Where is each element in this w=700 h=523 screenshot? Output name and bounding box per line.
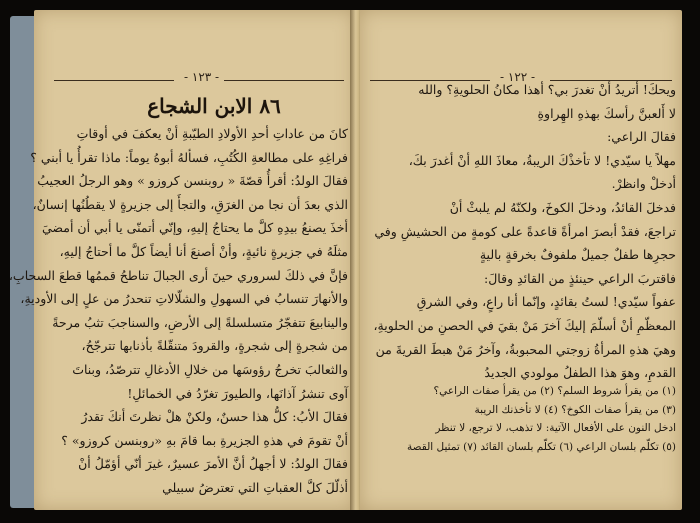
text-line: والثعالبَ تخرجُ رؤوسَها من خلالِ الأدغالِ تترصّدُ، وبناتَ	[72, 361, 348, 377]
text-line: أدخلْ وانظرْ.	[611, 176, 676, 192]
rule-left-b	[224, 80, 344, 81]
text-line: ويحكَ! أتريدُ أنْ تغدرَ بي؟ أهذا مكانُ الحلويةِ؟ والله	[418, 82, 676, 97]
text-line: والأنهارَ تنسابُ في السهولِ والشلّالاتِ تنحدرُ من علٍ إلى الأوديةِ،	[20, 291, 348, 307]
open-book	[10, 8, 690, 516]
text-line: آوى تنشرُ آذانَها، والطيورَ تغرّدُ في الخمائلِ!	[127, 385, 348, 401]
text-line: القدمِ، وهوَ هذا الطفلُ مولودي الجديدُ	[484, 365, 676, 381]
right-page	[360, 10, 682, 510]
page-number-right: - ١٢٢ -	[500, 70, 536, 84]
rule-left-a	[54, 80, 174, 81]
page-number-left: - ١٢٣ -	[184, 70, 220, 84]
text-line: حجرِها طفلٌ جميلٌ ملفوفٌ بخرقةٍ باليةٍ	[479, 247, 676, 263]
exercises-block	[376, 382, 676, 456]
text-line: فدخلَ القائدُ، ودخلَ الكوخَ، ولكنّهُ لم يلبثْ أنْ	[449, 199, 676, 215]
text-line: فراغِهِ على مطالعةِ الكُتُبِ، فسألهُ أبوهُ يوماً: ماذا تقرأُ يا أبني ؟	[30, 149, 348, 165]
text-line: كانَ من عاداتِ أحدِ الأولادِ الطيّبةِ أنْ يعكفَ في أوقاتِ	[76, 126, 348, 141]
text-line: أذلّلَ كلَّ العقباتِ التي تعترضُ سبيلي	[162, 479, 348, 495]
text-line: من شجرةٍ إلى شجرةٍ، والقرودَ متنقّلةً بأذنابها تترجّحُ،	[81, 338, 348, 354]
left-body-text	[8, 122, 348, 500]
exercise-line: ادخل النون على الأفعال الآتية: لا تذهب، لا ترجع، لا تنظر	[435, 422, 676, 434]
text-line: فقالَ الولدُ: لا أجهلُ أنَّ الأمرَ عسيرٌ، غيرَ أنّي أؤمّلُ أنْ	[78, 456, 348, 472]
text-line: مثلَهُ في جزيرةٍ نائيةٍ، وأنْ أصنعَ أنا أيضاً كلَّ ما أحتاجُ إليهِ،	[59, 243, 348, 259]
text-line: لا أَلعبنَّ رأسكَ بهذهِ الهِراوةِ	[537, 105, 676, 121]
text-line: فقالَ الأبُ: كلُّ هذا حسنٌ، ولكنْ هلْ نظرتَ أنكَ تقدرُ	[81, 409, 348, 425]
book-edge	[10, 16, 36, 508]
text-line: فقالَ الراعي:	[607, 129, 676, 145]
text-line: أنْ تقومَ في هذهِ الجزيرةِ بما قامَ بهِ «روبنسن كروزو» ؟	[61, 432, 348, 448]
text-line: المعظّمِ أنْ أسلّمَ إليكَ آخرَ مَنْ بقيَ في الحصنِ من الحلويةِ،	[373, 317, 676, 333]
exercise-line: (٥) تكلّم بلسان الراعي (٦) تكلّم بلسان القائد (٧) تمثيل القصة	[407, 440, 676, 453]
text-line: والينابيعَ تتفجّرُ متسلسلةً إلى الأرضِ، والسناجبَ تثبُ مرحةً	[52, 314, 348, 330]
text-line: فقالَ الولدُ: أقرأُ قصّةَ « روبنسن كروزو » وهو الرجلُ العجيبُ	[37, 173, 348, 189]
text-line: تراجعَ، فقدْ أبصرَ امرأةً قاعدةً على كومةٍ من الحشيشِ وفي	[374, 223, 676, 239]
left-page	[8, 10, 354, 510]
exercise-line: (١) من يقرأ شروط السلم؟ (٢) من يقرأ صفات الراعي؟	[433, 385, 676, 397]
story-title: ٨٦ الابن الشجاع	[147, 94, 281, 118]
right-body-text	[373, 78, 676, 385]
text-line: فإنَّ في ذلكَ لسروري حينَ أرى الجبالَ تناطحُ قممُها قطعَ السحابِ،	[8, 267, 348, 283]
text-line: الذي بعدَ أن نجا من الغرَقِ، والتجأَ إلى جزيرةٍ لا يقطُنُها إنسانٌ،	[32, 196, 348, 212]
text-line: مهلاً يا سيّدي! لا تأخذْكَ الريبةُ، معاذَ اللهِ أنْ أغدرَ بكَ،	[408, 152, 676, 168]
text-line: أخذَ يصنعُ بيدِهِ كلَّ ما يحتاجُ إليهِ، وإنّي أتمنّى يا أبي أن أمضيَ	[42, 220, 348, 236]
text-line: وهيَ هذهِ المرأةُ زوجتي المحبوبةُ، وآخرُ مَنْ هبطَ القريةَ من	[375, 341, 676, 357]
text-line: فاقتربَ الراعي حينئذٍ من القائدِ وقالَ:	[484, 270, 676, 286]
text-line: عفواً سيّدي! لستُ بقائدٍ، وإنّما أنا راعٍ، وفي الشرقِ	[416, 294, 676, 310]
exercise-line: (٣) من يقرأ صفات الكوخ؟ (٤) لا تأخذنك الريبة	[474, 403, 676, 416]
